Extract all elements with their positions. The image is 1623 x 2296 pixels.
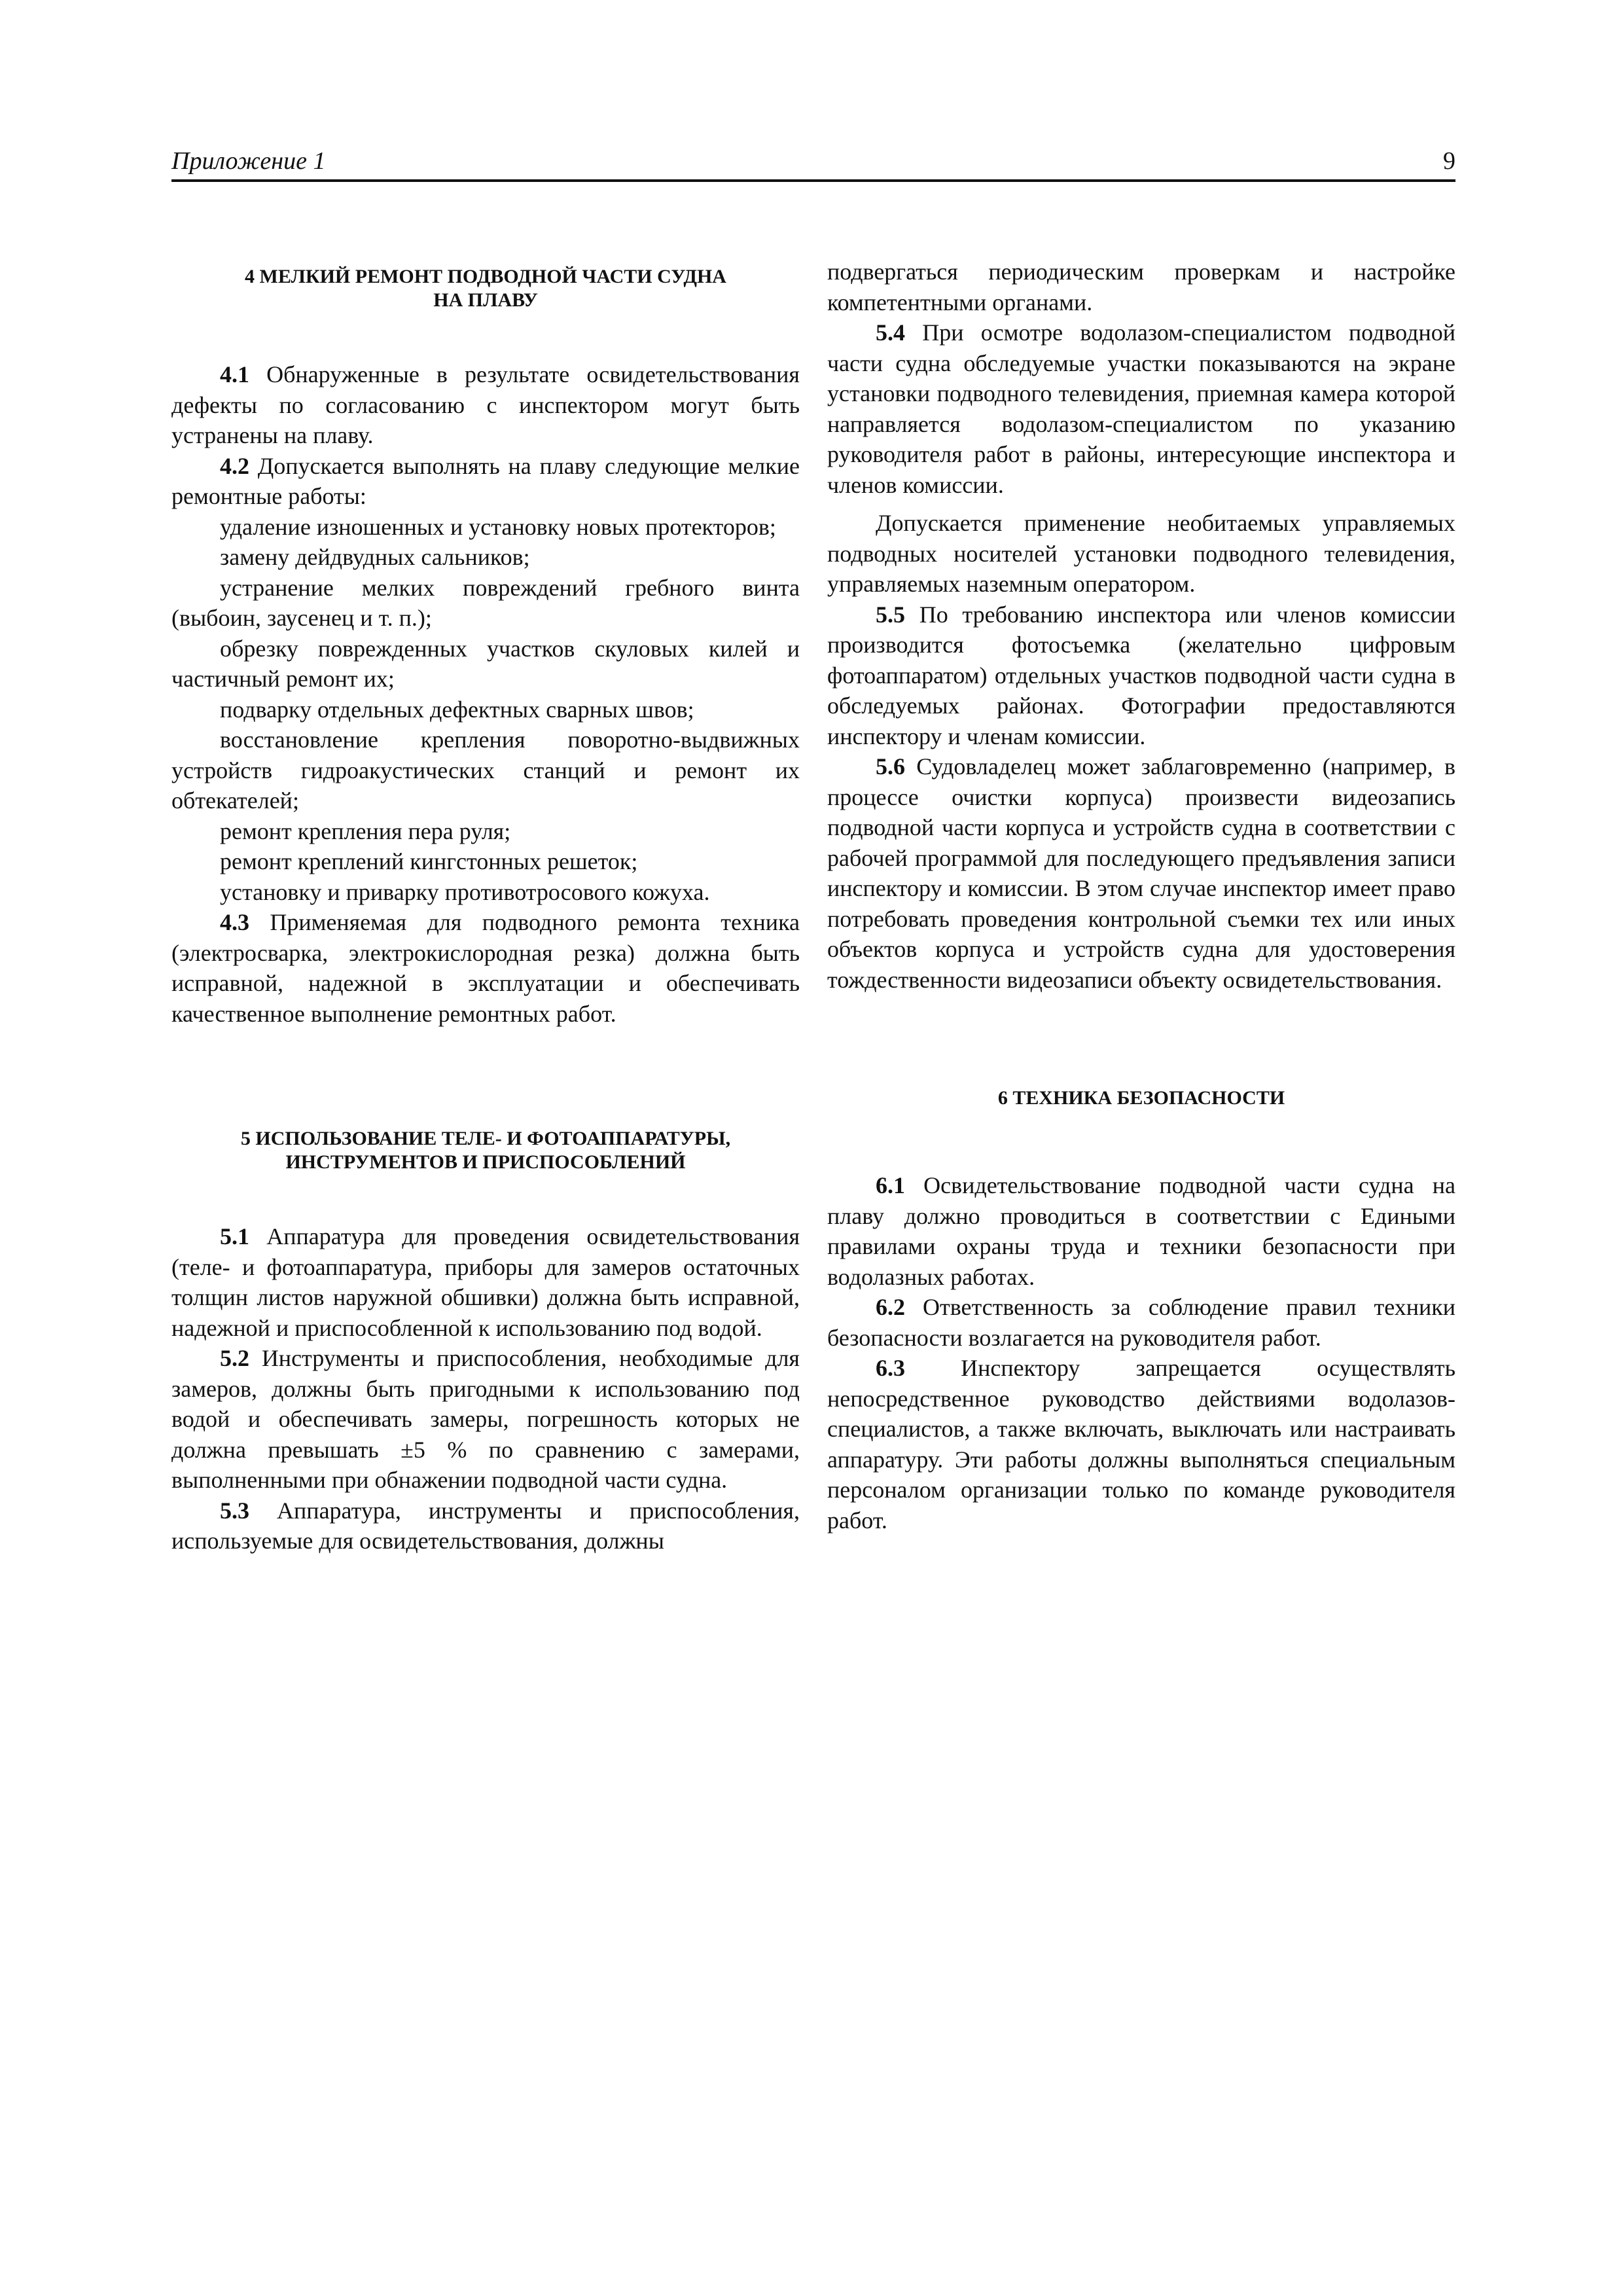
section-4-title: 4 МЕЛКИЙ РЕМОНТ ПОДВОДНОЙ ЧАСТИ СУДНА НА ПЛАВУ: [245, 266, 726, 311]
list-item: удаление изношенных и установку новых протекторов;: [220, 513, 776, 540]
list-item: восстановление крепления поворотно-выдвижных устройств гидроакустических станций и ремонт их обтекателей;: [171, 726, 800, 814]
list-item: устранение мелких повреждений гребного винта (выбоин, заусенец и т. п.);: [171, 574, 800, 631]
page-header: [171, 145, 1455, 182]
paragraph-5-4: 5.4 При осмотре водолазом-специалистом подводной части судна обследуемые участки показываются на экране установки подводного телевидения, приемная камера которой направляется водолазом-специалистом по указанию руководителя работ в районы, интересующие инспектора и членов комиссии.: [827, 319, 1455, 498]
list-item: обрезку поврежденных участков скуловых килей и частичный ремонт их;: [171, 635, 800, 692]
paragraph-5-3-continued: подвергаться периодическим проверкам и настройке компетентными органами.: [827, 259, 1455, 315]
paragraph-6-3: 6.3 Инспектору запрещается осуществлять непосредственное руководство действиями водолазов-специалистов, а также включать, выключать или настраивать аппаратуру. Эти работы должны выполняться специальным персоналом организации только по команде руководителя работ.: [827, 1355, 1455, 1534]
paragraph-6-1: 6.1 Освидетельствование подводной части судна на плаву должно проводиться в соответствии с Едиными правилами охраны труда и техники безопасности при водолазных работах.: [827, 1172, 1455, 1290]
paragraph-5-3: 5.3 Аппаратура, инструменты и приспособления, используемые для освидетельствования, должны: [171, 1497, 800, 1554]
paragraph-4-3: 4.3 Применяемая для подводного ремонта техника (электросварка, электрокислородная резка) должна быть исправной, надежной в эксплуатации и обеспечивать качественное выполнение ремонтных работ.: [171, 909, 800, 1027]
paragraph-5-1: 5.1 Аппаратура для проведения освидетельствования (теле- и фотоаппаратура, приборы для замеров остаточных толщин листов наружной обшивки) должна быть исправной, надежной и приспособленной к использованию под водой.: [171, 1223, 800, 1341]
right-column: [827, 257, 1455, 1535]
paragraph-5-2: 5.2 Инструменты и приспособления, необходимые для замеров, должны быть пригодными к использованию под водой и обеспечивать замеры, погрешность которых не должна превышать ±5 % по сравнению с замерами, выполненными при обнажении подводной части судна.: [171, 1345, 800, 1493]
list-item: ремонт крепления пера руля;: [220, 817, 511, 844]
list-item: ремонт креплений кингстонных решеток;: [220, 848, 638, 874]
list-item: подварку отдельных дефектных сварных швов;: [220, 696, 694, 723]
paragraph-4-2: 4.2 Допускается выполнять на плаву следующие мелкие ремонтные работы:: [171, 452, 800, 509]
list-item: установку и приварку противотросового кожуха.: [220, 878, 710, 905]
paragraph-6-2: 6.2 Ответственность за соблюдение правил техники безопасности возлагается на руководителя работ.: [827, 1294, 1455, 1351]
paragraph-5-6: 5.6 Судовладелец может заблаговременно (например, в процессе очистки корпуса) произвести видеозапись подводной части корпуса и устройств судна в соответствии с рабочей программой для последующего предъявления записи инспектору и комиссии. В этом случае инспектор имеет право потребовать проведения контрольной съемки тех или иных объектов корпуса и устройств судна для удостоверения тождественности видеозаписи объекту освидетельствования.: [827, 753, 1455, 993]
section-5-title: 5 ИСПОЛЬЗОВАНИЕ ТЕЛЕ- И ФОТОАППАРАТУРЫ, ИНСТРУМЕНТОВ И ПРИСПОСОБЛЕНИЙ: [240, 1128, 731, 1173]
header-appendix-label: Приложение 1: [171, 147, 326, 175]
left-column: [171, 265, 800, 1556]
list-item: замену дейдвудных сальников;: [220, 544, 530, 570]
paragraph-5-5: 5.5 По требованию инспектора или членов комиссии производится фотосъемка (желательно цифровым фотоаппаратом) отдельных участков подводной части судна в обследуемых районах. Фотографии предоставляются инспектору и членам комиссии.: [827, 601, 1455, 749]
paragraph-5-4-second: Допускается применение необитаемых управляемых подводных носителей установки подводного телевидения, управляемых наземным оператором.: [827, 510, 1455, 597]
section-6-title: 6 ТЕХНИКА БЕЗОПАСНОСТИ: [997, 1087, 1285, 1109]
paragraph-4-1: 4.1 Обнаруженные в результате освидетельствования дефекты по согласованию с инспектором могут быть устранены на плаву.: [171, 361, 800, 448]
page-number: 9: [1443, 147, 1455, 175]
